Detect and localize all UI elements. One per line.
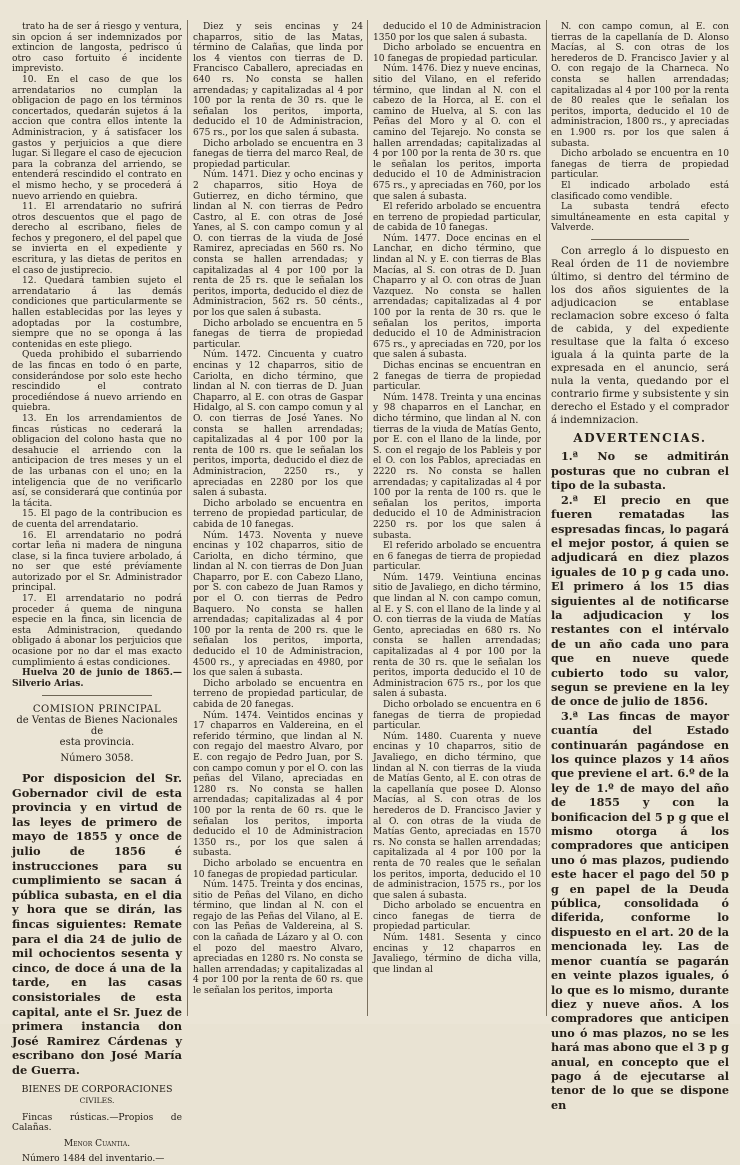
paragraph: 13. En los arrendamientos de fincas rústicas no cederará la obligacion del colono hasta que no desahucie el arriendo con la anticipacion de tres meses y un el de las urbanas con el uno; en la inteligencia que de no verificarlo así, se considerará que continúa por la tácita. xyxy=(12,413,182,509)
section-subtitle: CIVILES. xyxy=(79,1096,115,1106)
paragraph: Núm. 1475. Treinta y dos encinas, sitio de Peñas del Vilano, en dicho término, que lindan al N. con el regajo de las Peñas del Vilano, al E. con las Peñas de Valdereina, al S. con la cañada de Lázaro y al O. con el pozo del maestro Alvaro, apreciadas en 1280 rs. No consta se hallen arrendadas; y capitalizadas al 4 por 100 por la renta de 60 rs. que le señalan los peritos, importa xyxy=(193,880,363,997)
divider xyxy=(591,239,689,240)
conditions-block xyxy=(12,22,182,689)
paragraph: N. con campo comun, al E. con tierras de la capellanía de D. Alonso Macías, al S. con otras de los herederos de D. Francisco Javier y al O. con regajo de la Charneca. No consta se hallen arrendadas; capitalizadas al 4 por 100 por la renta de 80 reales que le señalan los peritos, importa, deducido el 10 de administracion, 1800 rs., y apreciadas en 1.900 rs. por los que salen á subasta. xyxy=(551,22,729,149)
column-rule xyxy=(367,20,368,1016)
paragraph: Núm. 1479. Veintiuna encinas sitio de Javaliego, en dicho término, que lindan al N. con campo comun, al E. y S. con el llano de la linde y al O. con tierras de la viuda de Matías Gento, apreciadas en 680 rs. No consta se hallen arrendadas; capitalizadas al 4 por 100 por la renta de 30 rs. que le señalan los peritos, importa deducido el 10 de Administracion 675 rs., por los que salen á subasta. xyxy=(373,572,541,700)
paragraph: Núm. 1474. Veintidos encinas y 17 chaparros en Valdereina, en el referido término, que lindan al N. con regajo del maestro Alvaro, por E. con regajo de Pedro Juan, por S. con campo comun y por el O. con las peñas del Vilano, apreciadas en 1280 rs. No consta se hallen arrendadas; capitalizadas al 4 por 100 por la renta de 60 rs. que le señalan los peritos, importa deducido el 10 de Administracion 1350 rs., por los que salen á subasta. xyxy=(193,710,363,859)
cuantia-heading: Menor Cuantia. xyxy=(63,1138,131,1149)
advertencia-2: 2.ª El precio en que fueren rematadas las espresadas fincas, lo pagará el mejor postor, á quien se adjudicará en diez plazos iguales de 10 p g cada uno. El primero á los 15 dias siguientes al de notificarse la adjudicacion y los restantes con el intérvalo de un año cada uno para que en nueve quede cubierto todo su valor, segun se previene en la ley de once de julio de 1856. xyxy=(551,492,729,709)
column-4 xyxy=(551,22,729,1112)
paragraph: 11. El arrendatario no sufrirá otros descuentos que el pago de derecho al escribano, fieles de fechos y pregonero, el del papel que se invierta en el expediente y escritura, y las dietas de peritos en el caso de justiprecio. xyxy=(12,202,182,276)
advertencia-3: 3.ª Las fincas de mayor cuantía del Estado continuarán pagándose en los quince plazos y 14 años que previene el art. 6.º de la ley de 1.º de mayo del año de 1855 y con la bonificacion del 5 p g que el mismo otorga á los compradores que anticipen uno ó mas plazos, pudiendo este hacer el pago del 50 p g en papel de la Deuda pública, consolidada ó diferida, conforme lo dispuesto en el art. 20 de la mencionada ley. Las de menor cuantía se pagarán en veinte plazos iguales, ó lo que es lo mismo, durante diez y nueve años. A los compradores que anticipen uno ó mas plazos, no se les hará mas abono que el 3 p g anual, en concepto que el pago á de ejecutarse al tenor de lo que se dispone en xyxy=(551,708,729,1112)
paragraph: Núm. 1477. Doce encinas en el Lanchar, en dicho término, que lindan al N. y E. con tierras de Blas Macías, al S. con otras de D. Juan Chaparro y al O. con otras de Juan Vazquez. No consta se hallen arrendadas; capitalizadas al 4 por 100 por la renta de 30 rs. que le señalan los peritos, importa deducido el 10 de Administracion 675 rs., y apreciadas en 720, por los que salen á subasta. xyxy=(373,233,542,361)
paragraph: 16. El arrendatario no podrá cortar leña ni madera de ninguna clase, si la finca tuviere arbolado, á no ser que esté prévíamente autorizado por el Sr. Administrador principal. xyxy=(12,530,182,594)
paragraph: Núm. 1478. Treinta y una encinas y 98 chaparros en el Lanchar, en dicho término, que lindan al N. con tierras de la viuda de Matías Gento, por E. con el llano de la linde, por S. con el regajo de los Pableis y por el O. con los Pablos, apreciadas en 2220 rs. No consta se hallen arrendadas; y capitalizadas al 4 por 100 por la renta de 100 rs. que le señalan los peritos, importa deducido el 10 de Administracion 2250 rs. por los que salen á subasta. xyxy=(373,392,541,541)
advertencia-1: 1.ª No se admitirán posturas que no cubran el tipo de la subasta. xyxy=(551,449,729,493)
paragraph: Dicho arbolado se encuentra en 3 fanegas de tierra del marco Real, de propiedad particular. xyxy=(193,138,363,170)
rustic-heading: Fincas rústicas.—Propios de Calañas. xyxy=(12,1112,182,1134)
paragraph: Número 1484 del inventario.— xyxy=(22,1154,165,1165)
paragraph: 12. Quedará tambien sujeto el arrendatario á las demás condiciones que particularmente se hallen establecidas por las leyes y adoptadas por la costumbre, siempre que no se oponga á las contenidas en este pliego. xyxy=(12,276,182,350)
column-rule xyxy=(187,20,188,1016)
divider xyxy=(42,695,152,696)
paragraph: Dicho arbolado se encuentra en 10 fanegas de propiedad particular. xyxy=(373,43,541,64)
paragraph: 17. El arrendatario no podrá proceder á quema de ninguna especie en la finca, sin licencia de esta Administracion, quedando obligado á abonar los perjuicios que ocasione por no dar el mas exacto cumplimiento á estas condiciones. xyxy=(12,594,182,668)
paragraph: Dicho arbolado se encuentra en 10 fanegas de propiedad particular. xyxy=(193,858,363,880)
commission-subtitle: de Ventas de Bienes Nacionales de xyxy=(16,715,178,738)
paragraph: Dicho arbolado se encuentra en cinco fanegas de tierra de propiedad particular. xyxy=(373,901,541,933)
paragraph: Dicho arbolado se encuentra en terreno de propiedad particular, de cabida de 10 fanegas. xyxy=(193,498,363,530)
paragraph: Dicho arbolado se encuentra en terreno de propiedad particular, de cabida de 20 fanegas. xyxy=(193,678,363,710)
paragraph: Dicho orbolado se encuentra en 6 fanegas de tierra de propiedad particular. xyxy=(373,700,541,732)
column-3 xyxy=(373,22,541,1014)
paragraph: Diez y seis encinas y 24 chaparros, sitio de las Matas, término de Calañas, que linda por los 4 vientos con tierras de D. Francisco Caballero, apreciadas en 640 rs. No consta se hallen arrendadas; y capitalizadas al 4 por 100 por la renta de 30 rs. que le señalan los peritos, importa, deducido el 10 de Administracion, 675 rs., por los que salen á subasta. xyxy=(193,22,363,138)
commission-heading xyxy=(12,704,182,748)
paragraph: Núm. 1480. Cuarenta y nueve encinas y 10 chaparros, sitio de Javaliego, en dicho término, que lindan al N. con tierras de la viuda de Matías Gento, al E. con otras de la capellanía que posee D. Alonso Macías, al S. con otras de los herederos de D. Francisco Javier y al O. con otras de la viuda de Matías Gento, apreciadas en 1570 rs. No consta se hallen arrendadas; capitalizada al 4 por 100 por la renta de 70 reales que le señalan los peritos, importa, deducido el 10 de administracion, 1575 rs., por los que salen á subasta. xyxy=(373,731,541,901)
paragraph: El indicado arbolado está clasificado como vendible. xyxy=(551,180,729,202)
paragraph: Queda prohibido el subarriendo de las fincas en todo ó en parte, considerándose por solo este hecho rescindido el contrato procediéndose á nuevo arriendo en quiebra. xyxy=(12,350,182,414)
paragraph: El referido arbolado se encuentra en 6 fanegas de tierra de propiedad particular. xyxy=(373,541,541,573)
paragraph: 10. En el caso de que los arrendatarios no cumplan la obligacion de pago en los términos concertados, quedarán sujetos á la accion que contra ellos intente la Administracion, y á satisfacer los gastos y perjuicios a que diere lugar. Si llegare el caso de ejecucion para la cobranza del arriendo, se entenderá rescindido el contrato en el mismo hecho, y se procederá á nuevo arriendo en quiebra. xyxy=(12,74,182,202)
notice-number: Número 3058. xyxy=(60,753,134,765)
signature: Huelva 20 de junio de 1865.—Silverio Arias. xyxy=(12,667,182,689)
paragraph: Núm. 1473. Noventa y nueve encinas y 102 chaparros, sitio de Cariolta, en dicho término, que lindan al N. con tierras de Don Juan Chaparro, por E. con Cabezo Llano, por S. con cabezo de Juan Ramos y por el O. con tierras de Pedro Baquero. No consta se hallen arrendadas; capitalizadas al 4 por 100 por la renta de 200 rs. que le señalan los peritos, importa, deducido el 10 de Administracion, 4500 rs., y apreciadas en 4980, por los que salen á subasta. xyxy=(193,530,363,679)
commission-title: COMISION PRINCIPAL xyxy=(32,704,162,716)
cabida-notice: Con arreglo á lo dispuesto en Real órden de 11 de noviembre último, si dentro del término de los dos años siguientes de la adjudicacion se entablase reclamacion sobre exceso ó falta de cabida, y del expediente resultase que la falta ó exceso iguala á la quinta parte de la expresada en el anuncio, será nula la venta, quedando por el contrario firme y subsistente y sin derecho el Estado y el comprador á indemnizacion. xyxy=(551,245,729,426)
commission-subtitle: esta provincia. xyxy=(59,737,135,749)
paragraph: Dicho arbolado se encuentra en 10 fanegas de tierra de propiedad particular. xyxy=(551,149,729,181)
column-1 xyxy=(12,22,182,1165)
section-title: BIENES DE CORPORACIONES xyxy=(21,1084,173,1096)
column-rule xyxy=(546,20,547,1016)
paragraph: 15. El pago de la contribucion es de cuenta del arrendatario. xyxy=(12,509,182,530)
paragraph: Núm. 1476. Diez y nueve encinas, sitio del Vilano, en el referido término, que lindan al N. con el cabezo de la Horca, al E. con el camino de Huelva, al S. con las Peñas del Moro y al O. con el camino del Tejarejo. No consta se hallen arrendadas; capitalizadas al 4 por 100 por la renta de 30 rs. que le señalan los peritos, importa deducido el 10 de Administracion 675 rs., y apreciadas en 760, por los que salen á subasta. xyxy=(373,64,542,202)
column-2 xyxy=(193,22,363,1014)
paragraph: deducido el 10 de Administracion 1350 por los que salen á subasta. xyxy=(373,22,541,43)
paragraph: El referido arbolado se encuentra en terreno de propiedad particular, de cabida de 10 fanegas. xyxy=(373,202,541,234)
paragraph: La subasta tendrá efecto simultáneamente en esta capital y Valverde. xyxy=(551,202,729,234)
paragraph: Dichas encinas se encuentran en 2 fanegas de tierra de propiedad particular. xyxy=(373,361,541,393)
paragraph: Núm. 1481. Sesenta y cinco encinas y 12 chaparros en Javaliego, término de dicha villa, que lindan al xyxy=(373,933,541,975)
paragraph: Dicho arbolado se encuentra en 5 fanegas de tierra de propiedad particular. xyxy=(193,318,363,350)
paragraph: Núm. 1472. Cincuenta y cuatro encinas y 12 chaparros, sitio de Cariolta, en dicho término, que lindan al N. con tierras de D. Juan Chaparro, al E. con otras de Gaspar Hidalgo, al S. con campo comun y al O. con tierras de José Yanes. No consta se hallen arrendadas; capitalizadas al 4 por 100 por la renta de 100 rs. que le señalan los peritos, importa, deducido el diez de Administracion, 2250 rs., y apreciadas en 2280 por los que salen á subasta. xyxy=(193,350,363,499)
paragraph: Núm. 1471. Diez y ocho encinas y 2 chaparros, sitio Hoya de Gutierrez, en dicho término, que lindan al N. con tierras de Pedro Castro, al E. con otras de José Yanes, al S. con campo comun y al O. con tierras de la viuda de José Ramirez, apreciadas en 560 rs. No consta se hallen arrendadas; y capitalizadas al 4 por 100 por la renta de 25 rs. que le señalan los peritos, importa, deducido el diez de Administracion, 562 rs. 50 cénts., por los que salen á subasta. xyxy=(193,170,363,319)
paragraph: trato ha de ser á riesgo y ventura, sin opcion á ser indemnizados por extincion de langosta, pedrisco ú otro caso fortuito é incidente imprevisto. xyxy=(12,22,182,75)
advertencias-title: ADVERTENCIAS. xyxy=(573,430,707,445)
auction-announcement: Por disposicion del Sr. Gobernador civil de esta provincia y en virtud de las leyes de primero de mayo de 1855 y once de julio de 1856 é instrucciones para su cumplimiento se sacan á pública subasta, en el dia y hora que se dirán, las fincas siguientes: Remate para el dia 24 de julio de mil ochocientos sesenta y cinco, de doce á una de la tarde, en las casas consistoriales de esta capital, ante el Sr. Juez de primera instancia don José Ramirez Cárdenas y escribano don José María de Guerra. xyxy=(12,771,182,1077)
